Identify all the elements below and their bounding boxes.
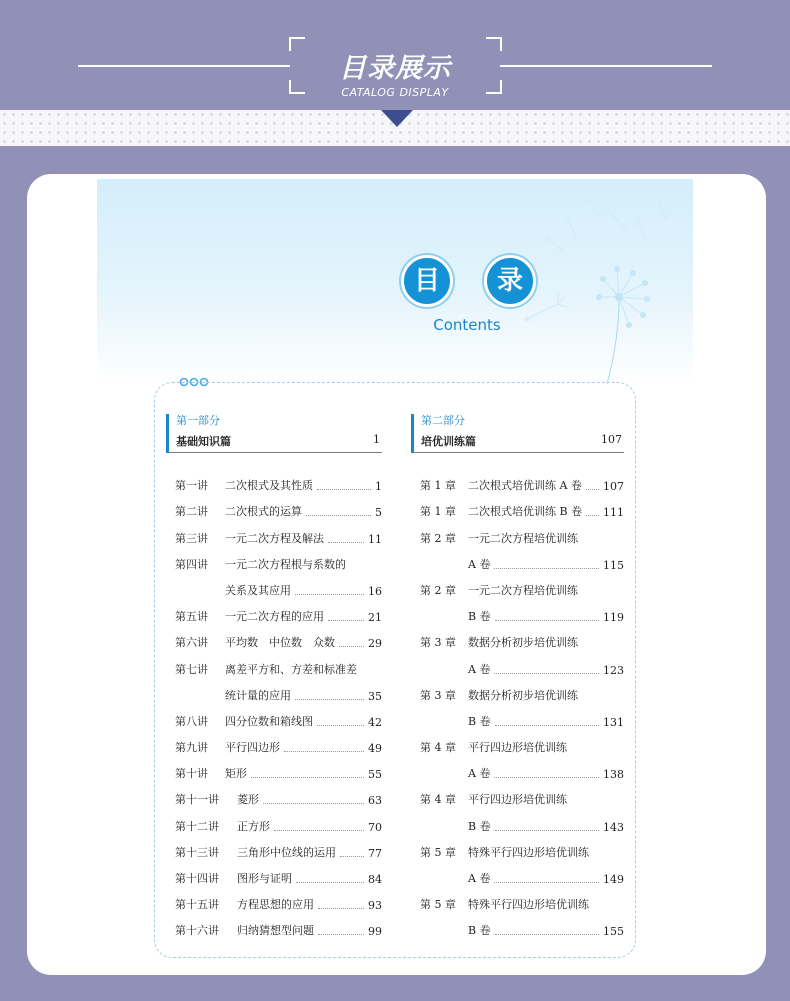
entry-title: 矩形 bbox=[225, 767, 247, 781]
entry-number: 第 2 章 bbox=[420, 531, 456, 545]
dot-leader bbox=[340, 856, 364, 857]
entry-number: 第十一讲 bbox=[175, 793, 219, 807]
contents-char-1: 目 bbox=[401, 255, 453, 307]
entry-title: A 卷 bbox=[468, 557, 491, 571]
entry-title: 四分位数和箱线图 bbox=[225, 714, 313, 728]
entry-number: 第四讲 bbox=[175, 557, 208, 571]
entry-page: 84 bbox=[368, 873, 382, 886]
toc-column-part1 bbox=[166, 410, 382, 938]
toc-entry[interactable] bbox=[166, 807, 382, 833]
toc-entry[interactable] bbox=[166, 572, 382, 598]
toc-entry[interactable] bbox=[166, 886, 382, 912]
entry-page: 93 bbox=[368, 899, 382, 913]
entry-title: 二次根式及其性质 bbox=[225, 479, 313, 493]
catalog-page bbox=[27, 174, 766, 975]
toc-entry[interactable] bbox=[166, 860, 382, 886]
entry-number: 第 1 章 bbox=[420, 505, 456, 519]
entry-number: 第十五讲 bbox=[175, 898, 219, 912]
entry-page: 107 bbox=[603, 480, 624, 494]
toc-entry[interactable] bbox=[411, 677, 624, 703]
toc-entry[interactable] bbox=[411, 781, 624, 807]
entry-title: 菱形 bbox=[237, 793, 259, 807]
header-rule-left bbox=[78, 65, 290, 67]
entry-number: 第 3 章 bbox=[420, 636, 456, 650]
entry-title: A 卷 bbox=[468, 872, 491, 885]
dot-leader bbox=[495, 830, 599, 831]
entry-title: 平行四边形培优训练 bbox=[468, 741, 567, 755]
entry-page: 70 bbox=[368, 820, 382, 834]
entry-page: 21 bbox=[368, 611, 382, 625]
entry-number: 第五讲 bbox=[175, 610, 208, 624]
toc-list bbox=[411, 467, 624, 938]
part-heading[interactable] bbox=[411, 428, 624, 453]
contents-heading: Contents bbox=[433, 316, 501, 334]
entry-number: 第 5 章 bbox=[420, 898, 456, 912]
entry-title: B 卷 bbox=[468, 819, 491, 833]
toc-entry[interactable] bbox=[411, 729, 624, 755]
dot-leader bbox=[296, 882, 364, 883]
dot-leader bbox=[295, 594, 364, 595]
entry-page: 11 bbox=[368, 532, 382, 546]
dot-leader bbox=[495, 725, 599, 726]
entry-title: 数据分析初步培优训练 bbox=[468, 688, 578, 702]
banner-subtitle: CATALOG DISPLAY bbox=[341, 86, 449, 99]
dot-leader bbox=[317, 489, 371, 490]
entry-number: 第八讲 bbox=[175, 714, 208, 728]
toc-entry[interactable] bbox=[166, 912, 382, 938]
entry-title: B 卷 bbox=[468, 610, 491, 624]
entry-page: 63 bbox=[368, 794, 382, 808]
entry-page: 42 bbox=[368, 715, 382, 729]
dot-leader bbox=[263, 803, 364, 804]
entry-page: 131 bbox=[603, 715, 624, 729]
entry-title: 平均数 中位数 众数 bbox=[225, 636, 335, 650]
toc-entry[interactable] bbox=[166, 834, 382, 860]
entry-number: 第十讲 bbox=[175, 767, 208, 781]
entry-page: 49 bbox=[368, 742, 382, 756]
entry-number: 第十二讲 bbox=[175, 819, 219, 833]
entry-title: 统计量的应用 bbox=[225, 688, 291, 702]
entry-number: 第 2 章 bbox=[420, 583, 456, 597]
part-title: 基础知识篇 bbox=[176, 435, 231, 448]
entry-page: 1 bbox=[375, 480, 382, 494]
entry-number: 第三讲 bbox=[175, 531, 208, 545]
toc-entry[interactable] bbox=[411, 807, 624, 833]
dot-leader bbox=[494, 777, 599, 778]
toc-list bbox=[166, 467, 382, 938]
toc-entry[interactable] bbox=[166, 519, 382, 545]
dot-leader bbox=[339, 646, 364, 647]
entry-page: 149 bbox=[603, 873, 624, 886]
toc-entry[interactable] bbox=[411, 834, 624, 860]
entry-title: 平行四边形培优训练 bbox=[468, 793, 567, 807]
entry-number: 第九讲 bbox=[175, 741, 208, 755]
dot-leader bbox=[284, 751, 364, 752]
toc-entry[interactable] bbox=[166, 650, 382, 676]
toc-entry[interactable] bbox=[411, 572, 624, 598]
part-page: 1 bbox=[373, 433, 380, 446]
part-label: 第一部分 bbox=[166, 414, 382, 428]
entry-number: 第 4 章 bbox=[420, 741, 456, 755]
dot-leader bbox=[306, 515, 371, 516]
entry-number: 第十四讲 bbox=[175, 872, 219, 885]
entry-page: 35 bbox=[368, 689, 382, 703]
entry-title: 归纳猜想型问题 bbox=[237, 924, 314, 938]
dot-leader bbox=[317, 725, 364, 726]
toc-entry[interactable] bbox=[411, 860, 624, 886]
entry-title: 特殊平行四边形培优训练 bbox=[468, 845, 589, 859]
dot-leader bbox=[494, 568, 599, 569]
banner-title: 目录展示 bbox=[339, 53, 451, 84]
toc-entry[interactable] bbox=[411, 650, 624, 676]
toc-entry[interactable] bbox=[411, 886, 624, 912]
entry-title: A 卷 bbox=[468, 767, 491, 781]
entry-page: 5 bbox=[375, 506, 382, 520]
dot-leader bbox=[328, 620, 364, 621]
dot-leader bbox=[318, 908, 364, 909]
entry-page: 29 bbox=[368, 637, 382, 651]
toc-entry[interactable] bbox=[411, 624, 624, 650]
header-rule-right bbox=[500, 65, 712, 67]
dot-leader bbox=[495, 934, 599, 935]
dot-leader bbox=[328, 542, 364, 543]
entry-title: 二次根式的运算 bbox=[225, 505, 302, 519]
dot-leader bbox=[318, 934, 364, 935]
toc-entry[interactable] bbox=[411, 519, 624, 545]
entry-number: 第二讲 bbox=[175, 505, 208, 519]
toc-entry[interactable] bbox=[411, 598, 624, 624]
toc-entry[interactable] bbox=[411, 493, 624, 519]
toc-entry[interactable] bbox=[166, 546, 382, 572]
toc-entry[interactable] bbox=[166, 624, 382, 650]
entry-page: 115 bbox=[603, 558, 624, 572]
entry-number: 第 1 章 bbox=[420, 479, 456, 493]
toc-entry[interactable] bbox=[166, 755, 382, 781]
entry-title: 图形与证明 bbox=[237, 872, 292, 885]
entry-page: 155 bbox=[603, 925, 624, 939]
entry-title: 平行四边形 bbox=[225, 741, 280, 755]
entry-title: 一元二次方程培优训练 bbox=[468, 531, 578, 545]
entry-title: 一元二次方程培优训练 bbox=[468, 583, 578, 597]
entry-page: 111 bbox=[603, 506, 624, 520]
dot-leader bbox=[586, 515, 599, 516]
part-label: 第二部分 bbox=[411, 414, 624, 428]
entry-number: 第十六讲 bbox=[175, 924, 219, 938]
toc-entry[interactable] bbox=[166, 703, 382, 729]
entry-page: 143 bbox=[603, 820, 624, 834]
entry-number: 第七讲 bbox=[175, 662, 208, 676]
toc-entry[interactable] bbox=[411, 467, 624, 493]
entry-number: 第一讲 bbox=[175, 479, 208, 493]
cover-band bbox=[97, 179, 693, 384]
toc-entry[interactable] bbox=[166, 493, 382, 519]
entry-title: 离差平方和、方差和标准差 bbox=[225, 662, 357, 676]
entry-page: 138 bbox=[603, 768, 624, 782]
dot-leader bbox=[586, 489, 599, 490]
part-page: 107 bbox=[601, 433, 622, 446]
entry-page: 123 bbox=[603, 663, 624, 677]
entry-title: 一元二次方程及解法 bbox=[225, 531, 324, 545]
toc-entry[interactable] bbox=[411, 703, 624, 729]
dot-leader bbox=[295, 699, 364, 700]
dot-leader bbox=[251, 777, 364, 778]
entry-number: 第十三讲 bbox=[175, 845, 219, 859]
toc-entry[interactable] bbox=[166, 467, 382, 493]
dot-leader bbox=[494, 673, 599, 674]
toc-entry[interactable] bbox=[411, 912, 624, 938]
toc-entry[interactable] bbox=[166, 598, 382, 624]
entry-number: 第 5 章 bbox=[420, 845, 456, 859]
entry-title: 关系及其应用 bbox=[225, 583, 291, 597]
toc-entry[interactable] bbox=[411, 755, 624, 781]
entry-title: 方程思想的应用 bbox=[237, 898, 314, 912]
toc-entry[interactable] bbox=[166, 677, 382, 703]
part-heading[interactable] bbox=[166, 428, 382, 453]
contents-char-2: 录 bbox=[484, 255, 536, 307]
entry-number: 第六讲 bbox=[175, 636, 208, 650]
part-title: 培优训练篇 bbox=[421, 435, 476, 448]
toc-entry[interactable] bbox=[166, 781, 382, 807]
toc-entry[interactable] bbox=[411, 546, 624, 572]
entry-number: 第 4 章 bbox=[420, 793, 456, 807]
entry-number: 第 3 章 bbox=[420, 688, 456, 702]
entry-title: 二次根式培优训练 A 卷 bbox=[468, 479, 582, 493]
entry-title: 三角形中位线的运用 bbox=[237, 845, 336, 859]
entry-title: 一元二次方程根与系数的 bbox=[225, 557, 346, 571]
down-triangle-icon bbox=[381, 110, 413, 127]
entry-title: B 卷 bbox=[468, 714, 491, 728]
entry-page: 77 bbox=[368, 846, 382, 860]
dot-leader bbox=[495, 620, 599, 621]
dot-leader bbox=[274, 830, 364, 831]
entry-title: 一元二次方程的应用 bbox=[225, 610, 324, 624]
entry-title: 数据分析初步培优训练 bbox=[468, 636, 578, 650]
dot-leader bbox=[494, 882, 599, 883]
entry-page: 119 bbox=[603, 611, 624, 625]
entry-page: 55 bbox=[368, 768, 382, 782]
entry-title: A 卷 bbox=[468, 662, 491, 676]
entry-page: 99 bbox=[368, 925, 382, 939]
toc-entry[interactable] bbox=[166, 729, 382, 755]
entry-title: 特殊平行四边形培优训练 bbox=[468, 898, 589, 912]
entry-page: 16 bbox=[368, 584, 382, 598]
entry-title: 二次根式培优训练 B 卷 bbox=[468, 505, 583, 519]
entry-title: 正方形 bbox=[237, 819, 270, 833]
toc-column-part2 bbox=[411, 410, 624, 938]
entry-title: B 卷 bbox=[468, 924, 491, 938]
